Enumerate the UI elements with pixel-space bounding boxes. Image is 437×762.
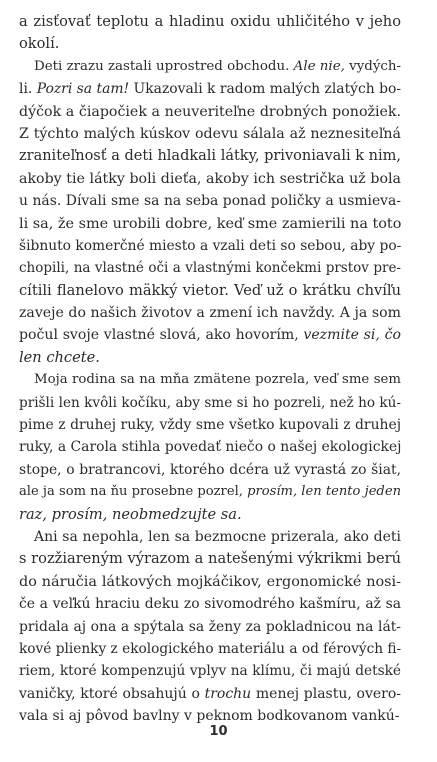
text-segment: vala si aj pôvod bavlny v peknom bodkovanom vankú- <box>19 708 400 725</box>
text-segment: stope, o bratrancovi, ktorého dcéra už vyrastá zo šiat, <box>19 461 401 478</box>
text-segment: Deti zrazu zastali uprostred obchodu. <box>34 58 294 74</box>
text-line <box>19 459 401 481</box>
italic-text: trochu <box>204 685 252 702</box>
text-line <box>19 593 401 615</box>
text-line <box>19 123 401 145</box>
text-line <box>19 414 401 436</box>
text-line <box>19 616 401 638</box>
text-segment: Ukazovali k radom malých zlatých bo- <box>129 81 402 98</box>
text-line <box>19 101 401 123</box>
italic-text: len chcete. <box>19 348 100 366</box>
text-segment: do náručia látkových mojkáčikov, ergonomické nosi- <box>19 573 401 590</box>
text-segment: ale ja som na ňu prosebne pozrel, <box>19 484 248 500</box>
text-line <box>19 302 401 324</box>
text-line <box>19 481 401 503</box>
text-line <box>19 56 401 78</box>
italic-text: Pozri sa tam! <box>36 81 130 98</box>
text-line <box>19 257 401 279</box>
text-segment: s rozžiareným výrazom a natešenými výkrikmi berú <box>19 550 401 568</box>
text-segment: zraniteľnosť a deti hladkali látky, privoniavali k nim, <box>19 148 401 165</box>
text-line <box>19 638 401 660</box>
italic-text: raz, prosím, neobmedzujte sa. <box>19 505 242 523</box>
text-line <box>19 347 401 369</box>
text-segment: Moja rodina sa na mňa zmätene pozrela, veď sme sem <box>34 372 401 388</box>
body-text <box>19 11 401 728</box>
text-line <box>19 571 401 593</box>
text-segment: zaveje do našich životov a zmení ich navždy. A ja som <box>19 305 401 322</box>
text-line <box>19 504 401 526</box>
text-line <box>19 11 401 33</box>
text-line <box>19 190 401 212</box>
text-segment: li. <box>19 81 37 98</box>
text-line <box>19 78 401 100</box>
text-segment: pime z druhej ruky, vždy sme všetko kupovali z druhej <box>19 417 401 434</box>
text-line <box>19 33 401 55</box>
text-line <box>19 168 401 190</box>
text-segment: počul svoje vlastné slová, ako hovorím, <box>19 327 304 344</box>
text-segment: vydých- <box>344 58 402 74</box>
paragraph <box>19 369 401 526</box>
text-segment: šibnuto komerčné miesto a vzali deti so sebou, aby po- <box>19 237 402 254</box>
text-line <box>19 213 401 235</box>
text-segment: vaničky, ktoré obsahujú o <box>19 685 205 702</box>
italic-text: vezmite si, čo <box>303 327 401 344</box>
italic-text: prosím, len tento jeden <box>247 484 402 500</box>
text-line <box>19 526 401 548</box>
text-segment: li sa, že sme urobili dobre, keď sme zamierili na toto <box>19 215 402 232</box>
text-line <box>19 235 401 257</box>
italic-text: Ale nie, <box>293 58 345 74</box>
text-segment: u nás. Dívali sme sa na seba ponad poličky a usmieva- <box>19 193 401 210</box>
text-segment: akoby tie látky boli dieťa, akoby ich sestrička už bola <box>19 170 401 187</box>
text-segment: če a veľkú hraciu deku zo sivomodrého kašmíru, až sa <box>19 596 401 613</box>
text-segment: Ani sa nepohla, len sa bezmocne prizerala, ako deti <box>34 528 401 545</box>
paragraph <box>19 11 401 56</box>
text-segment: okolí. <box>19 35 60 53</box>
text-segment: menej plastu, overo- <box>251 685 401 702</box>
text-line <box>19 280 401 302</box>
text-segment: riem, ktoré kompenzujú vplyv na klímu, či majú detské <box>19 663 401 680</box>
page-number: 10 <box>209 724 228 739</box>
text-line <box>19 436 401 458</box>
text-segment: prišli len kvôli kočíku, aby sme si ho pozreli, než ho kú- <box>19 394 401 411</box>
text-segment: a zisťovať teplotu a hladinu oxidu uhličitého v jeho <box>19 13 401 30</box>
text-line <box>19 660 401 682</box>
text-line <box>19 324 401 346</box>
text-line <box>19 683 401 705</box>
text-segment: Z týchto malých kúskov odevu sálala až neznesiteľná <box>19 125 401 142</box>
text-line <box>19 392 401 414</box>
text-line <box>19 369 401 391</box>
text-segment: ruky, a Carola stihla povedať niečo o našej ekologickej <box>19 439 402 456</box>
paragraph <box>19 56 401 369</box>
text-line <box>19 548 401 570</box>
text-line <box>19 145 401 167</box>
text-segment: kové plienky z ekologického materiálu a od férových fi- <box>19 640 402 657</box>
text-segment: pridala aj ona a spýtala sa ženy za pokladnicou na lát- <box>19 618 401 635</box>
text-segment: cítili flanelovo mäkký vietor. Veď už o krátku chvíľu <box>19 281 401 299</box>
text-segment: dýčok a čiapočiek a neuveriteľne drobných ponožiek. <box>19 103 401 120</box>
text-segment: chopili, na vlastné oči a vlastnými končekmi prstov pre- <box>19 260 401 277</box>
paragraph <box>19 526 401 728</box>
